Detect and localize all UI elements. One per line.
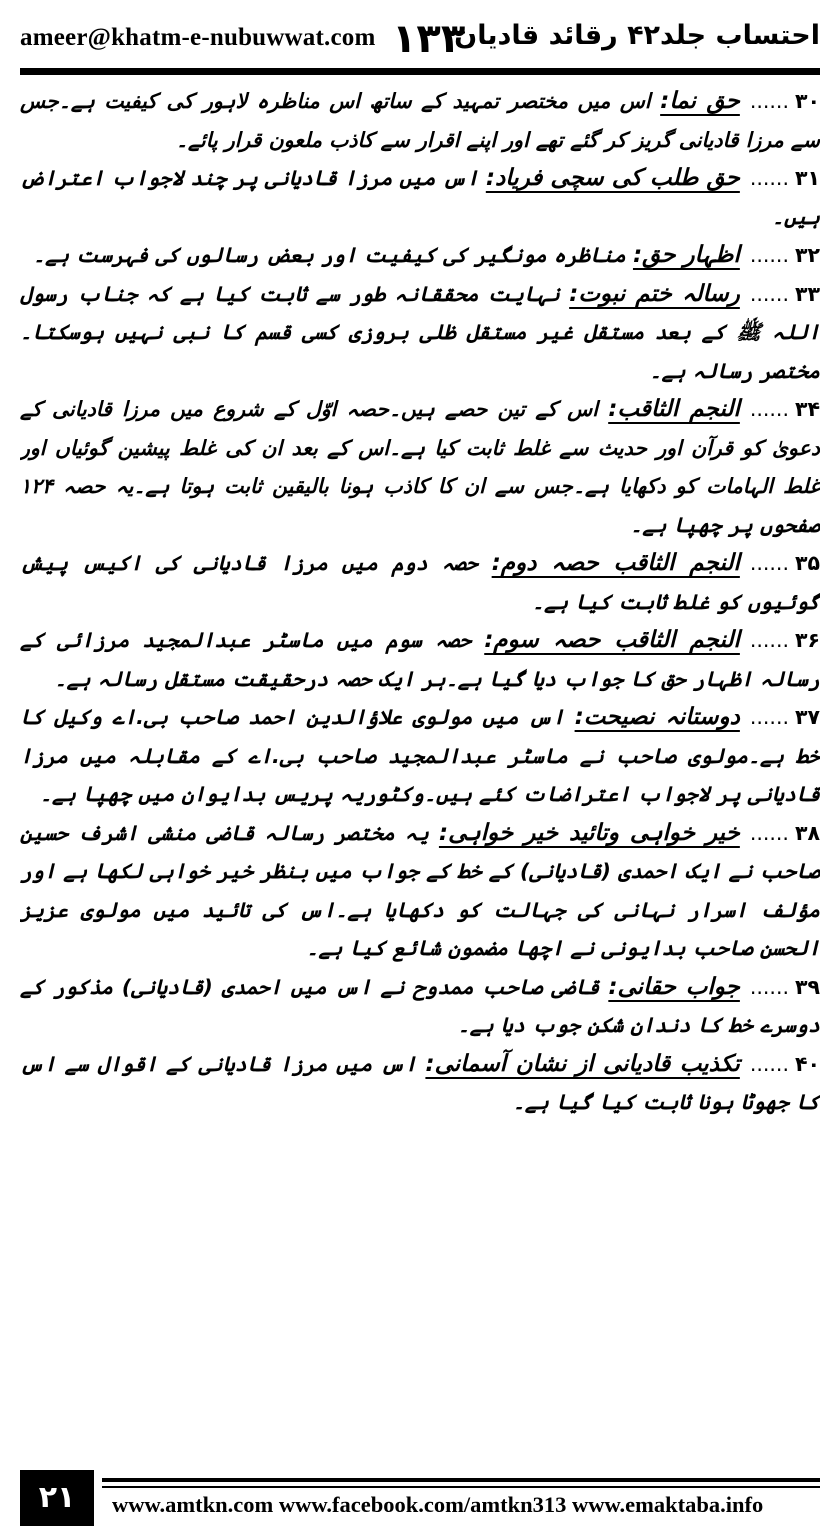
entry-33: [20, 275, 820, 391]
entry-title: حق نما:: [660, 88, 740, 114]
entry-text: حصہ دوم میں مرزا قادیانی کی اکیس پیش گوئیوں کو غلط ثابت کیا ہے۔: [20, 551, 820, 614]
entry-title: النجم الثاقب حصہ سوم:: [484, 627, 740, 653]
entry-text: مناظرہ مونگیر کی کیفیت اور بعض رسالوں کی فہرست ہے۔: [33, 243, 633, 267]
entry-title: رسالہ ختم نبوت:: [569, 280, 740, 307]
entry-title: تکذیب قادیانی از نشان آسمانی:: [425, 1050, 740, 1077]
entry-text: حصہ سوم میں ماسٹر عبدالمجید مرزائی کے رسالہ اظہار حق کا جواب دیا گیا ہے۔ہر ایک حصہ درحقیقت مستقل رسالہ ہے۔: [20, 628, 820, 691]
entry-number: ۳۷: [794, 705, 820, 729]
entry-31: [20, 159, 820, 236]
entry-leader-dots: ......: [749, 705, 789, 729]
entry-title: جواب حقانی:: [608, 973, 740, 1000]
entry-39: [20, 968, 820, 1045]
entry-36: [20, 621, 820, 698]
page-footer: [20, 1470, 820, 1526]
entry-leader-dots: ......: [749, 397, 789, 421]
entry-37: [20, 698, 820, 814]
entry-38: [20, 814, 820, 968]
entry-title: حق طلب کی سچی فریاد:: [485, 165, 740, 191]
entry-40: [20, 1045, 820, 1122]
footer-rule: [102, 1478, 820, 1482]
page-header: [20, 18, 820, 62]
entry-number: ۳۳: [794, 281, 820, 306]
entry-leader-dots: ......: [749, 166, 789, 190]
entry-35: [20, 544, 820, 621]
entry-number: ۳۰: [794, 89, 820, 113]
entry-title: خیر خواہی وتائید خیر خواہی:: [438, 819, 740, 846]
entry-text: اس میں مرزا قادیانی کے اقوال سے اس کا جھوٹا ہونا ثابت کیا گیا ہے۔: [20, 1051, 820, 1114]
entry-leader-dots: ......: [749, 974, 789, 999]
header-title: احتساب جلد۴۲ رقائد قادیان: [454, 20, 820, 51]
header-rule: [20, 68, 820, 75]
entry-text: اس میں مولوی علاؤالدین احمد صاحب بی.اے وکیل کا خط ہے۔مولوی صاحب نے ماسٹر عبدالمجید صاحب بی.اے کے مقابلہ میں مرزا قادیانی پر لاجواب اعتراضات کئے ہیں۔وکٹوریہ پریس بدایوان میں چھپا ہے۔: [20, 705, 820, 806]
entry-leader-dots: ......: [749, 551, 789, 575]
entry-leader-dots: ......: [749, 628, 789, 652]
entry-title: النجم الثاقب:: [608, 396, 740, 422]
entry-34: [20, 390, 820, 544]
footer-page-number: ۲۱: [20, 1470, 94, 1526]
entry-text: قاضی صاحب ممدوح نے اس میں احمدی (قادیانی) مذکور کے دوسرے خط کا دندان شکن جوب دیا ہے۔: [20, 974, 820, 1037]
header-email: ameer@khatm-e-nubuwwat.com: [20, 24, 376, 51]
entry-title: النجم الثاقب حصہ دوم:: [491, 550, 740, 576]
footer-rule-thin: [102, 1486, 820, 1488]
entry-number: ۳۴: [794, 397, 820, 421]
entry-leader-dots: ......: [749, 281, 789, 306]
entry-32: [20, 236, 820, 275]
entry-title: اظہار حق:: [632, 242, 740, 268]
entry-number: ۳۱: [794, 166, 820, 190]
entry-number: ۴۰: [794, 1051, 820, 1076]
entry-leader-dots: ......: [749, 243, 789, 267]
entry-text: یہ مختصر رسالہ قاضی منشی اشرف حسین صاحب نے ایک احمدی (قادیانی) کے خط کے جواب میں بنظر خیر خواہی لکھا ہے اور مؤلف اسرار نہانی کی جہالت کو دکھایا ہے۔اس کی تائید میں مولوی عزیز الحسن صاحب بدایونی نے اچھا مضمون شائع کیا ہے۔: [20, 820, 820, 960]
entry-number: ۳۹: [794, 974, 820, 999]
header-page-number: ۱۳۳: [392, 16, 466, 62]
entry-title: دوستانہ نصیحت:: [574, 704, 740, 730]
footer-links: www.amtkn.com www.facebook.com/amtkn313 www.emaktaba.info: [112, 1492, 764, 1517]
entry-text: اس کے تین حصے ہیں۔حصہ اوّل کے شروع میں مرزا قادیانی کے دعویٰ کو قرآن اور حدیث سے غلط ثابت کیا ہے۔اس کے بعد ان کی غلط پیشین گوئیاں اور غلط الہامات کو دکھایا ہے۔جس سے ان کا کاذب ہونا بالیقین ثابت ہوتا ہے۔یہ حصہ ۱۲۴ صفحوں پر چھپا ہے۔: [20, 397, 820, 537]
entry-text: اس میں مرزا قادیانی پر چند لاجواب اعتراض ہیں۔: [20, 166, 820, 229]
entry-30: [20, 82, 820, 159]
entry-number: ۳۵: [794, 551, 820, 575]
entry-text: نہایت محققانہ طور سے ثابت کیا ہے کہ جناب رسول اللہ ﷺ کے بعد مستقل غیر مستقل ظلی بروزی کسی قسم کا نبی نہیں ہوسکتا۔مختصر رسالہ ہے۔: [20, 281, 820, 383]
entry-number: ۳۸: [794, 820, 820, 845]
entry-number: ۳۲: [794, 243, 820, 267]
entry-text: اس میں مختصر تمہید کے ساتھ اس مناظرہ لاہور کی کیفیت ہے۔جس سے مرزا قادیانی گریز کر گئے تھے اور اپنے اقرار سے کاذب ملعون قرار پائے۔: [20, 89, 820, 152]
entry-leader-dots: ......: [749, 820, 789, 845]
entry-leader-dots: ......: [749, 89, 789, 113]
entry-number: ۳۶: [794, 628, 820, 652]
page-body: [20, 82, 820, 1467]
entry-leader-dots: ......: [749, 1051, 789, 1076]
